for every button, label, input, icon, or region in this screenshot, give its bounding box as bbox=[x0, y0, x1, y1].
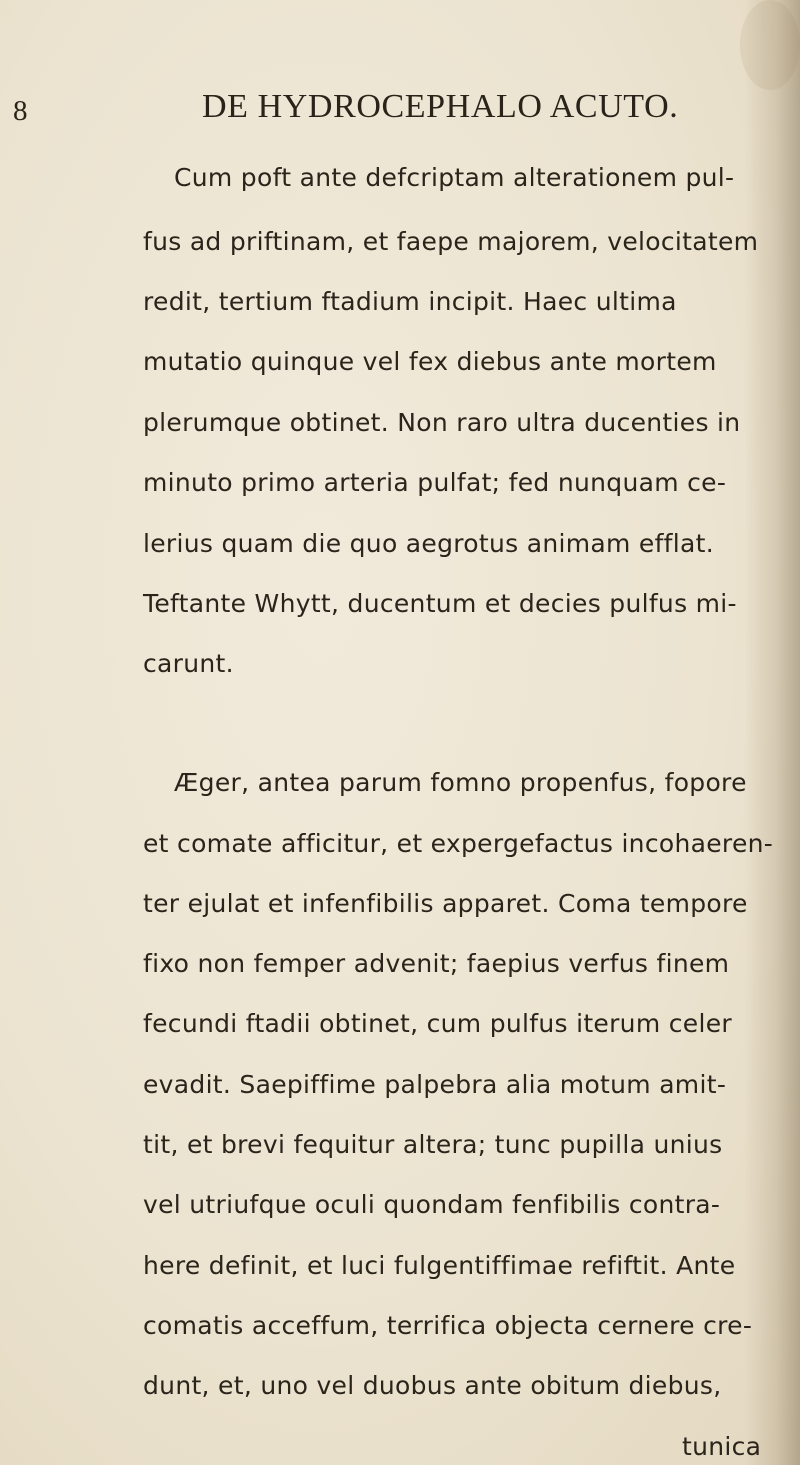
paper-stain bbox=[740, 0, 800, 90]
text-line: fixo non femper advenit; faepius verfus finem bbox=[143, 949, 730, 978]
text-line: mutatio quinque vel fex diebus ante mortem bbox=[143, 347, 717, 376]
text-line: fus ad priftinam, et faepe majorem, velocitatem bbox=[143, 227, 759, 256]
text-line: Æger, antea parum fomno propenfus, fopore bbox=[174, 768, 747, 797]
catchword: tunica bbox=[682, 1432, 762, 1461]
text-line: carunt. bbox=[143, 649, 234, 678]
text-line: evadit. Saepiffime palpebra alia motum amit- bbox=[143, 1070, 727, 1099]
text-line: plerumque obtinet. Non raro ultra ducenties in bbox=[143, 408, 741, 437]
text-line: ter ejulat et infenfibilis apparet. Coma tempore bbox=[143, 889, 748, 918]
text-line: Cum poft ante defcriptam alterationem pul- bbox=[174, 163, 735, 192]
text-line: here definit, et luci fulgentiffimae refiftit. Ante bbox=[143, 1251, 736, 1280]
text-line: fecundi ftadii obtinet, cum pulfus iterum celer bbox=[143, 1009, 732, 1038]
text-line: lerius quam die quo aegrotus animam efflat. bbox=[143, 529, 714, 558]
text-line: et comate afficitur, et expergefactus incohaeren- bbox=[143, 829, 774, 858]
text-line: tit, et brevi fequitur altera; tunc pupilla unius bbox=[143, 1130, 723, 1159]
text-line: dunt, et, uno vel duobus ante obitum diebus, bbox=[143, 1371, 722, 1400]
running-title: DE HYDROCEPHALO ACUTO. bbox=[202, 88, 679, 125]
text-line: Teftante Whytt, ducentum et decies pulfus mi- bbox=[143, 589, 737, 618]
running-header bbox=[130, 88, 770, 138]
text-line: comatis acceffum, terrifica objecta cernere cre- bbox=[143, 1311, 753, 1340]
page-number: 8 bbox=[13, 95, 28, 127]
text-line: vel utriufque oculi quondam fenfibilis contra- bbox=[143, 1190, 721, 1219]
text-line: minuto primo arteria pulfat; fed nunquam ce- bbox=[143, 468, 727, 497]
text-line: redit, tertium ftadium incipit. Haec ultima bbox=[143, 287, 677, 316]
